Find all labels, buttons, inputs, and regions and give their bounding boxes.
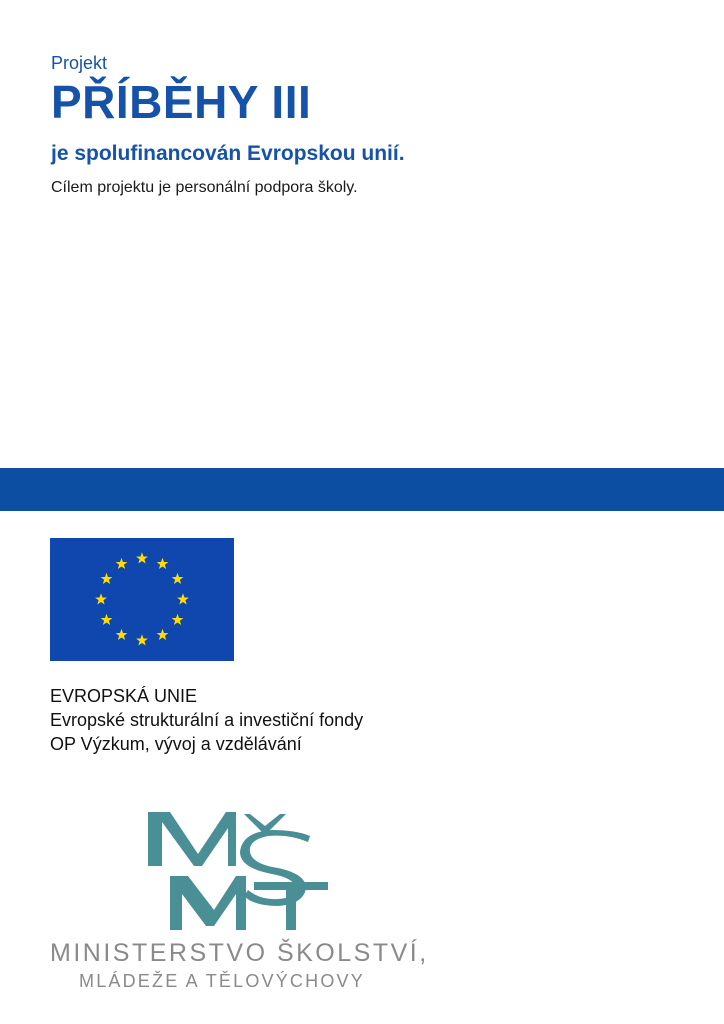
blue-divider-band — [0, 468, 724, 511]
msmt-logo-icon — [140, 806, 330, 936]
msmt-letter-s — [240, 830, 310, 906]
eu-line-union: EVROPSKÁ UNIE — [50, 686, 198, 706]
ministry-name-line1: MINISTERSTVO ŠKOLSTVÍ, — [50, 939, 429, 967]
project-description: Cílem projektu je personální podpora školy. — [51, 179, 358, 196]
ministry-name-line2: MLÁDEŽE A TĚLOVÝCHOVY — [79, 971, 365, 991]
eu-line-programme: OP Výzkum, vývoj a vzdělávání — [50, 734, 302, 754]
eu-line-funds: Evropské strukturální a investiční fondy — [50, 710, 364, 730]
eu-flag-icon — [50, 538, 234, 661]
msmt-letter-t — [254, 882, 328, 930]
project-subtitle: je spolufinancován Evropskou unií. — [51, 142, 405, 165]
eu-text-block — [50, 684, 670, 756]
project-kicker: Projekt — [51, 53, 108, 73]
msmt-letter-m-lower — [170, 876, 246, 930]
msmt-logo-letters — [148, 812, 328, 930]
project-title: PŘÍBĚHY III — [51, 76, 312, 128]
project-header — [51, 52, 671, 198]
msmt-caron — [244, 814, 286, 832]
ministry-name — [50, 938, 450, 992]
msmt-letter-m-upper — [148, 812, 236, 866]
